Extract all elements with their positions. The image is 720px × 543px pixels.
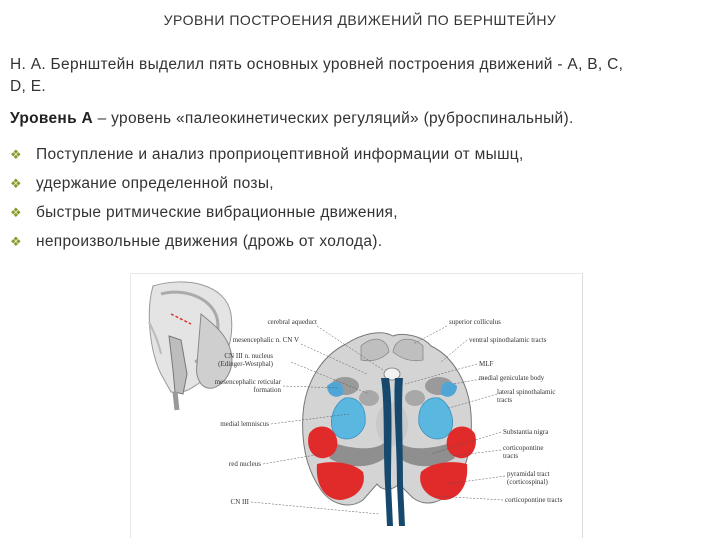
list-item-text: быстрые ритмические вибрационные движения, (36, 203, 398, 221)
label-mesencephalic-n: mesencephalic n. CN V (232, 336, 299, 344)
intro-line-1: Н. А. Бернштейн выделил пять основных уровней построения движений - А, В, С, (10, 56, 624, 73)
label-pyramidal-2: (corticospinal) (507, 478, 548, 486)
level-a-description: – уровень «палеокинетических регуляций» (руброспинальный). (93, 110, 574, 127)
label-substantia-nigra: Substantia nigra (503, 428, 549, 436)
label-reticular-formation-2: formation (253, 386, 281, 394)
label-mlf: MLF (479, 360, 494, 368)
label-superior-colliculus: superior colliculus (449, 318, 501, 326)
diamond-bullet-icon: ❖ (10, 204, 22, 220)
label-medial-lemniscus: medial lemniscus (220, 420, 269, 428)
list-item (10, 227, 524, 256)
function-list (10, 140, 524, 256)
label-corticopontine-3: corticopontine tracts (505, 496, 563, 504)
diamond-bullet-icon: ❖ (10, 233, 22, 249)
list-item (10, 198, 524, 227)
label-lateral-spinothalamic-1: lateral spinothalamic (497, 388, 556, 396)
label-cn3-nucleus: CN III n. nucleus (224, 352, 273, 360)
list-item (10, 169, 524, 198)
intro-line-2: D, Е. (10, 78, 46, 95)
level-a-name: Уровень А (10, 110, 94, 127)
label-cerebral-aqueduct: cerebral aqueduct (267, 318, 317, 326)
slide-title: УРОВНИ ПОСТРОЕНИЯ ДВИЖЕНИЙ ПО БЕРНШТЕЙНУ (163, 12, 557, 28)
list-item-text: непроизвольные движения (дрожь от холода). (36, 232, 383, 250)
list-item-text: Поступление и анализ проприоцептивной информации от мышц, (36, 145, 524, 163)
intro-paragraph (10, 54, 710, 98)
label-edinger-westphal: (Edinger-Westphal) (218, 360, 273, 368)
list-item (10, 140, 524, 169)
label-medial-geniculate: medial geniculate body (479, 374, 545, 382)
diamond-bullet-icon: ❖ (10, 146, 22, 162)
diamond-bullet-icon: ❖ (10, 175, 22, 191)
label-ventral-spinothalamic: ventral spinothalamic tracts (469, 336, 547, 344)
list-item-text: удержание определенной позы, (36, 174, 274, 192)
label-reticular-formation-1: mesencephalic reticular (214, 378, 281, 386)
label-cn3: CN III (230, 498, 249, 506)
level-a-definition (10, 110, 710, 128)
label-pyramidal-1: pyramidal tract (507, 470, 550, 478)
label-red-nucleus: red nucleus (228, 460, 261, 468)
label-corticopontine-1: corticopontine (503, 444, 544, 452)
label-corticopontine-2: tracts (503, 452, 519, 460)
midbrain-diagram (131, 274, 582, 538)
left-labels (215, 318, 317, 506)
midbrain-cross-section-figure (130, 273, 582, 538)
sagittal-brain-inset (149, 282, 232, 410)
label-lateral-spinothalamic-2: tracts (497, 396, 513, 404)
